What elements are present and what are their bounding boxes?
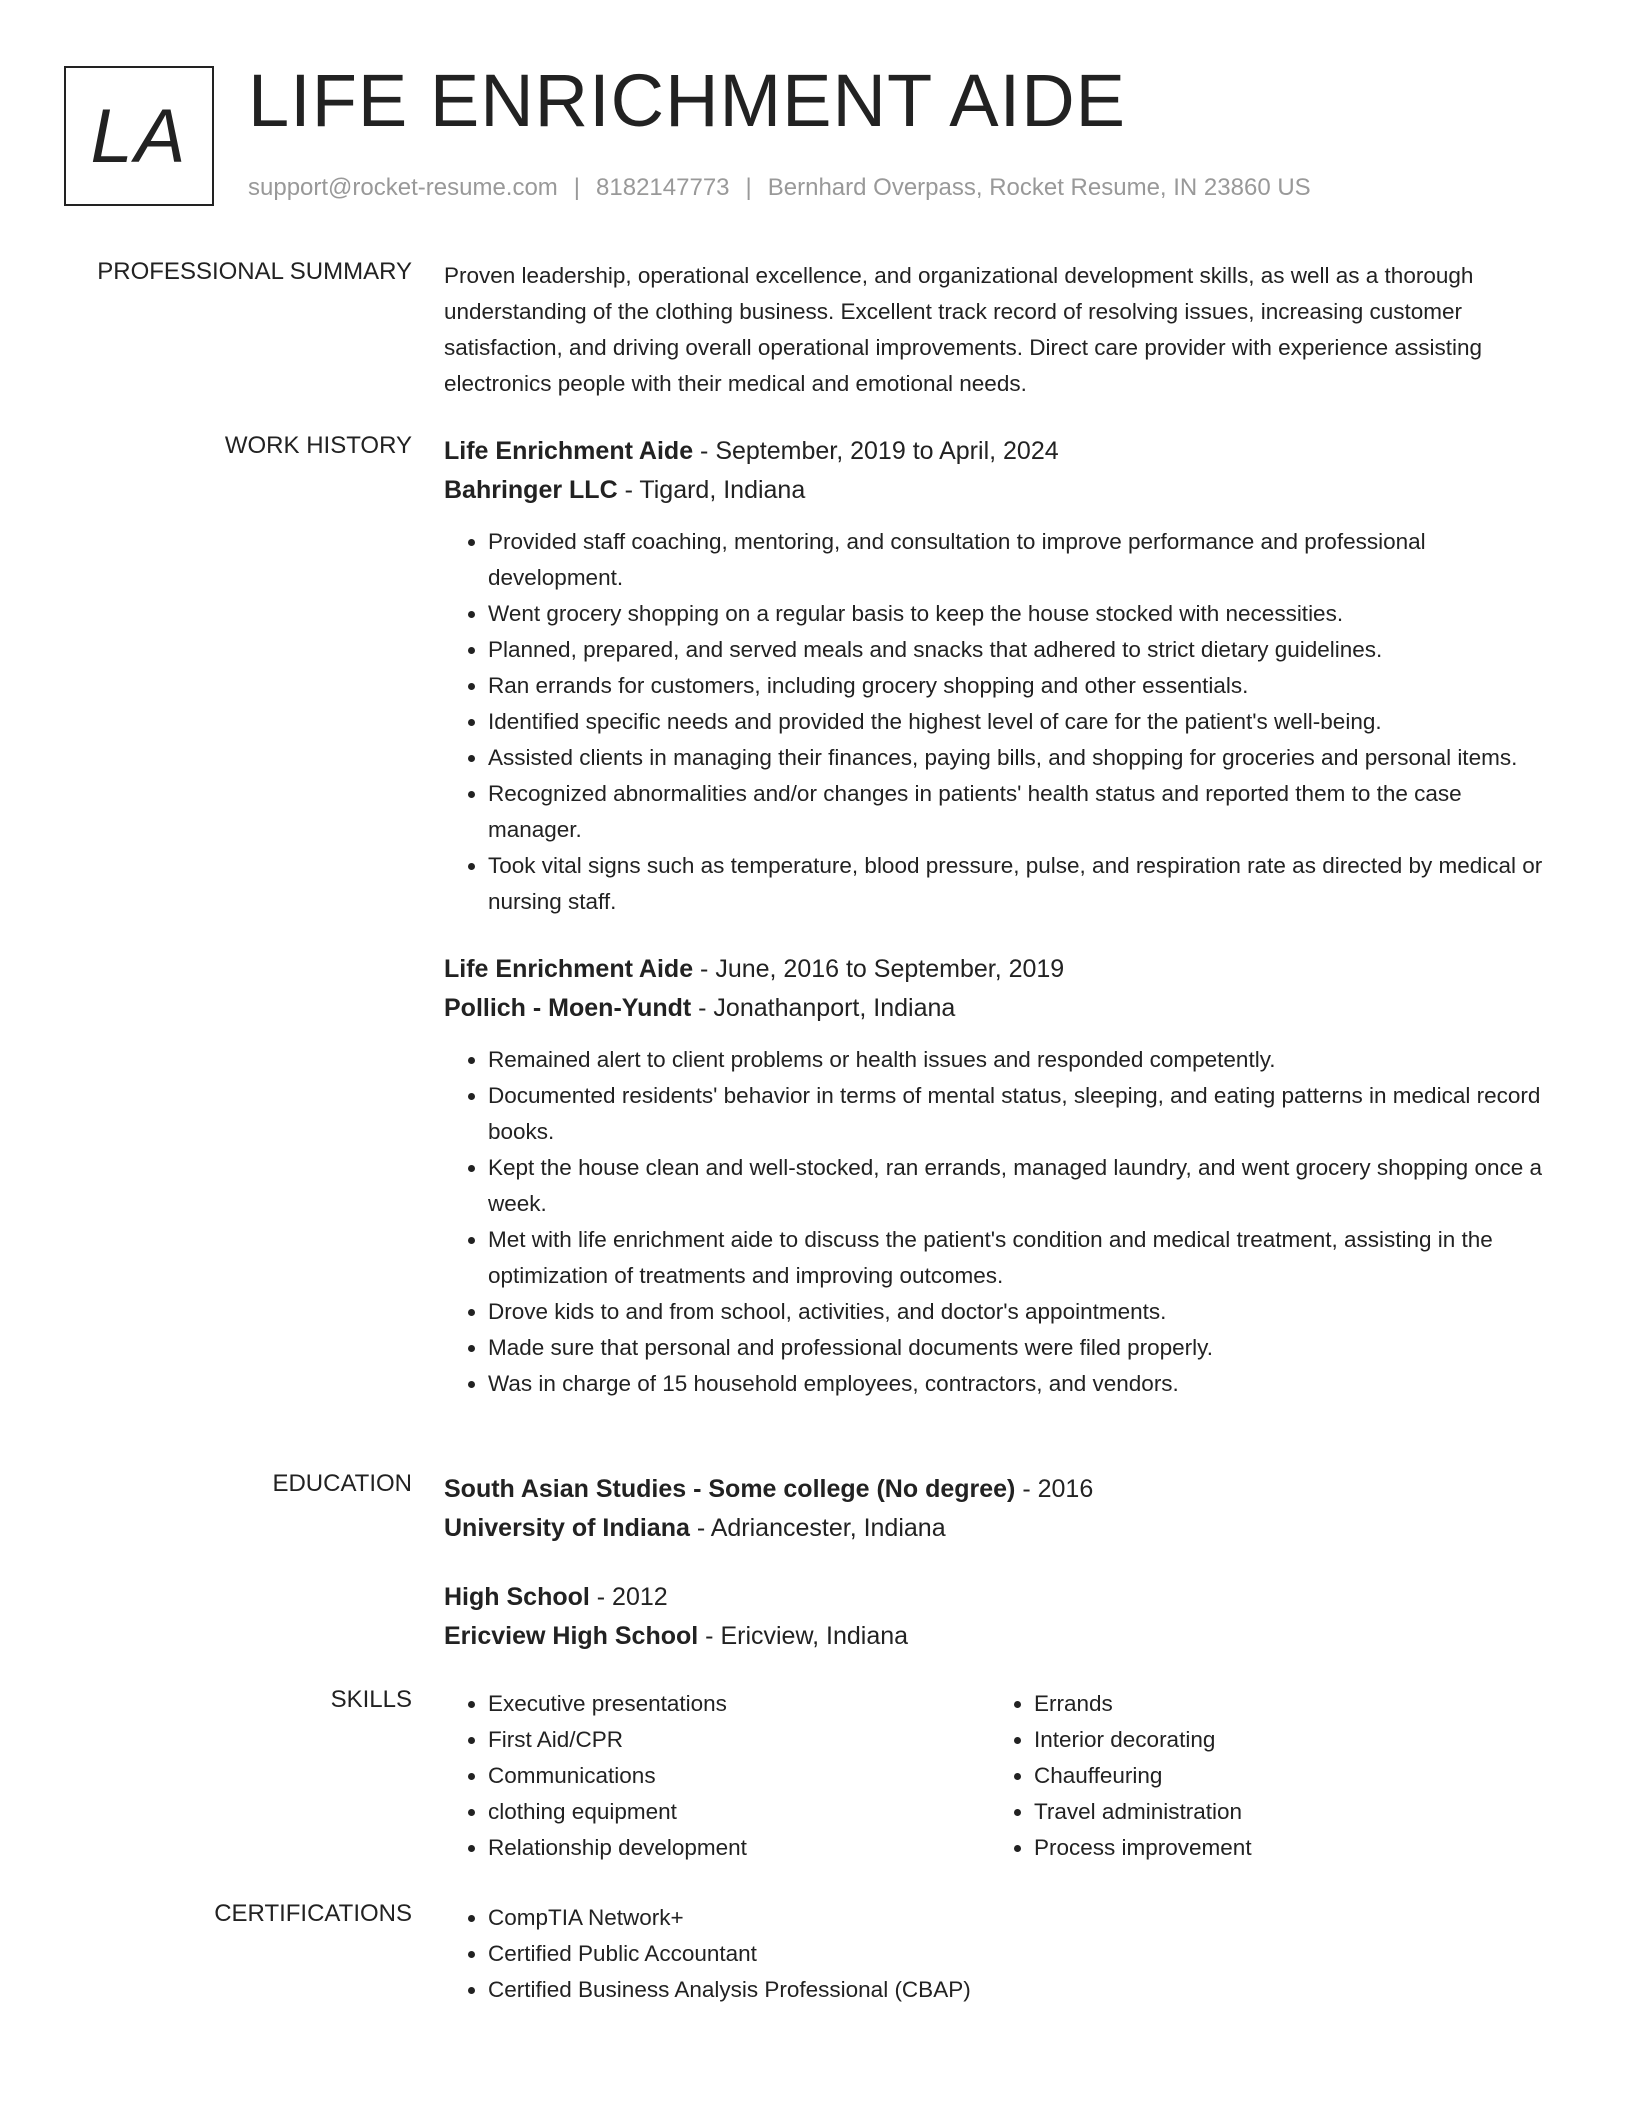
skill-item: • Errands	[1034, 1686, 1534, 1722]
school-location: - Adriancester, Indiana	[689, 1514, 946, 1542]
work-body	[444, 432, 1556, 1402]
separator: |	[745, 174, 752, 201]
degree-line	[444, 1578, 1556, 1617]
certifications-body	[444, 1900, 1556, 2008]
company-name: Pollich - Moen-Yundt	[444, 994, 692, 1022]
degree-line	[444, 1470, 1556, 1509]
degree-year: - 2016	[1015, 1475, 1094, 1503]
job-bullet: • Drove kids to and from school, activities, and doctor's appointments.	[488, 1294, 1556, 1330]
job-bullet: • Took vital signs such as temperature, blood pressure, pulse, and respiration rate as directed by medical or nursing staff.	[488, 848, 1556, 920]
job-bullet: • Identified specific needs and provided the highest level of care for the patient's well-being.	[488, 704, 1556, 740]
job-title: Life Enrichment Aide	[444, 955, 694, 983]
skill-item: • First Aid/CPR	[488, 1722, 988, 1758]
certification-list	[444, 1900, 1556, 2008]
job-bullet: • Documented residents' behavior in terms of mental status, sleeping, and eating patterns in medical record books.	[488, 1078, 1556, 1150]
company-location: - Tigard, Indiana	[617, 476, 806, 504]
summary-text: Proven leadership, operational excellence, and organizational development skills, as well as a thorough understanding of the clothing business. Excellent track record of resolving issues, increasing customer satisfaction, and driving overall operational improvements. Direct care provider with experience assisting electronics people with their medical and emotional needs.	[444, 263, 1482, 396]
summary-body	[444, 258, 1556, 402]
school-location: - Ericview, Indiana	[698, 1622, 909, 1650]
company-line	[444, 989, 1556, 1028]
skills-list-left	[444, 1686, 988, 1866]
job-bullet: • Ran errands for customers, including grocery shopping and other essentials.	[488, 668, 1556, 704]
section-label-work: WORK HISTORY	[224, 432, 412, 459]
company-line	[444, 471, 1556, 510]
monogram-logo: LA	[64, 66, 214, 206]
job-title: Life Enrichment Aide	[444, 437, 694, 465]
skill-item: • Interior decorating	[1034, 1722, 1534, 1758]
job-bullet: • Provided staff coaching, mentoring, and consultation to improve performance and professional development.	[488, 524, 1556, 596]
school-line	[444, 1509, 1556, 1548]
skill-item: • Process improvement	[1034, 1830, 1534, 1866]
skill-item: • Communications	[488, 1758, 988, 1794]
skill-item: • Relationship development	[488, 1830, 988, 1866]
job-title-line	[444, 432, 1556, 471]
job-title-line	[444, 950, 1556, 989]
degree-name: South Asian Studies - Some college (No degree)	[444, 1475, 1016, 1503]
certification-item: • CompTIA Network+	[488, 1900, 1556, 1936]
job-bullets	[444, 1042, 1556, 1402]
section-label-education: EDUCATION	[272, 1470, 412, 1497]
degree-year: - 2012	[589, 1583, 668, 1611]
email-text: support@rocket-resume.com	[248, 174, 558, 201]
job-dates: - September, 2019 to April, 2024	[693, 437, 1059, 465]
skill-item: • Chauffeuring	[1034, 1758, 1534, 1794]
job-bullet: • Remained alert to client problems or health issues and responded competently.	[488, 1042, 1556, 1078]
job-dates: - June, 2016 to September, 2019	[693, 955, 1065, 983]
resume-title: LIFE ENRICHMENT AIDE	[248, 59, 1127, 142]
job-bullets	[444, 524, 1556, 920]
separator: |	[573, 174, 581, 201]
address-text: Bernhard Overpass, Rocket Resume, IN 23860 US	[767, 174, 1311, 201]
section-label-certifications: CERTIFICATIONS	[214, 1900, 412, 1927]
school-name: University of Indiana	[444, 1514, 690, 1542]
job-bullet: • Met with life enrichment aide to discuss the patient's condition and medical treatment, assisting in the optimization of treatments and improving outcomes.	[488, 1222, 1556, 1294]
skills-list-right	[990, 1686, 1534, 1866]
phone-text: 8182147773	[596, 174, 730, 201]
company-name: Bahringer LLC	[444, 476, 618, 504]
school-name: Ericview High School	[444, 1622, 699, 1650]
skills-body	[444, 1686, 1556, 1866]
education-entry	[444, 1470, 1556, 1548]
skill-item: • Executive presentations	[488, 1686, 988, 1722]
skill-item: • clothing equipment	[488, 1794, 988, 1830]
degree-name: High School	[444, 1583, 590, 1611]
school-line	[444, 1617, 1556, 1656]
job-entry	[444, 950, 1556, 1402]
job-bullet: • Was in charge of 15 household employees, contractors, and vendors.	[488, 1366, 1556, 1402]
certification-item: • Certified Business Analysis Professional (CBAP)	[488, 1972, 1556, 2008]
job-bullet: • Kept the house clean and well-stocked, ran errands, managed laundry, and went grocery shopping once a week.	[488, 1150, 1556, 1222]
section-label-summary: PROFESSIONAL SUMMARY	[97, 258, 412, 285]
job-bullet: • Planned, prepared, and served meals and snacks that adhered to strict dietary guidelines.	[488, 632, 1556, 668]
education-body	[444, 1470, 1556, 1656]
certification-item: • Certified Public Accountant	[488, 1936, 1556, 1972]
skills-columns	[444, 1686, 1556, 1866]
job-bullet: • Recognized abnormalities and/or changes in patients' health status and reported them to the case manager.	[488, 776, 1556, 848]
company-location: - Jonathanport, Indiana	[691, 994, 956, 1022]
job-entry	[444, 432, 1556, 920]
contact-line	[248, 174, 1311, 202]
section-label-skills: SKILLS	[330, 1686, 412, 1713]
skill-item: • Travel administration	[1034, 1794, 1534, 1830]
education-entry	[444, 1578, 1556, 1656]
job-bullet: • Went grocery shopping on a regular basis to keep the house stocked with necessities.	[488, 596, 1556, 632]
job-bullet: • Assisted clients in managing their finances, paying bills, and shopping for groceries and personal items.	[488, 740, 1556, 776]
job-bullet: • Made sure that personal and professional documents were filed properly.	[488, 1330, 1556, 1366]
